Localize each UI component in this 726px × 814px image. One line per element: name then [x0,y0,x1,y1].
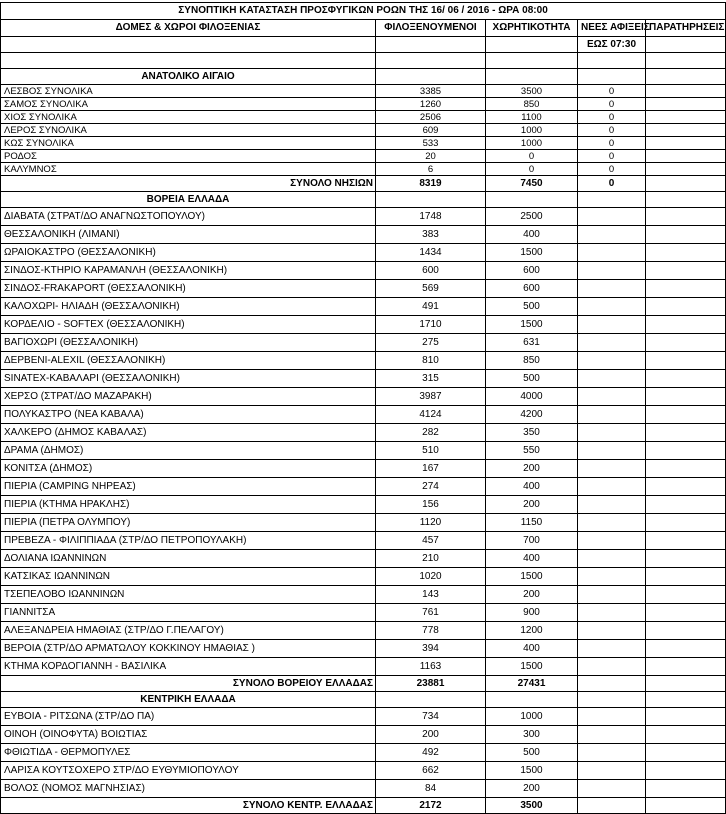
table-row [1,262,726,280]
empty-cell [578,514,646,532]
hosted-value: 210 [376,550,486,568]
capacity-value: 900 [486,604,578,622]
capacity-value: 631 [486,334,578,352]
empty-cell [486,692,578,708]
empty-cell [578,604,646,622]
remarks-value [646,550,726,568]
facility-name: ΚΑΛΟΧΩΡΙ- ΗΛΙΑΔΗ (ΘΕΣΣΑΛΟΝΙΚΗ) [1,298,376,316]
table-row [1,98,726,111]
header-new-arrivals: ΝΕΕΣ ΑΦΙΞΕΙΣ [578,20,646,37]
hosted-value: 1260 [376,98,486,111]
capacity-value: 3500 [486,85,578,98]
region-name: ΑΝΑΤΟΛΙΚΟ ΑΙΓΑΙΟ [1,69,376,85]
empty-cell [486,69,578,85]
hosted-value: 810 [376,352,486,370]
capacity-value: 1000 [486,137,578,150]
capacity-value: 1100 [486,111,578,124]
table-row [1,85,726,98]
empty-cell [646,798,726,814]
table-row [1,226,726,244]
status-table [0,2,726,814]
table-row [1,124,726,137]
facility-name: ΟΙΝΟΗ (ΟΙΝΟΦΥΤΑ) ΒΟΙΩΤΙΑΣ [1,726,376,744]
subheader-empty [376,37,486,53]
hosted-value: 510 [376,442,486,460]
empty-cell [578,424,646,442]
hosted-value: 491 [376,298,486,316]
capacity-value: 500 [486,744,578,762]
capacity-value: 1000 [486,124,578,137]
hosted-value: 609 [376,124,486,137]
table-row [1,762,726,780]
arrivals-value: 0 [578,98,646,111]
remarks-value [646,334,726,352]
remarks-value [646,150,726,163]
empty-cell [578,192,646,208]
header-remarks: ΠΑΡΑΤΗΡΗΣΕΙΣ [646,20,726,37]
table-row [1,658,726,676]
capacity-value: 1500 [486,316,578,334]
facility-name: ΓΙΑΝΝΙΤΣΑ [1,604,376,622]
facility-name: ΔΕΡΒΕΝΙ-ALEXIL (ΘΕΣΣΑΛΟΝΙΚΗ) [1,352,376,370]
table-row [1,370,726,388]
blank-row [1,53,726,69]
facility-name: ΒΟΛΟΣ (ΝΟΜΟΣ ΜΑΓΝΗΣΙΑΣ) [1,780,376,798]
empty-cell [578,762,646,780]
hosted-value: 457 [376,532,486,550]
capacity-value: 1500 [486,762,578,780]
hosted-value: 156 [376,496,486,514]
empty-cell [578,676,646,692]
facility-name: ΕΥΒΟΙΑ - ΡΙΤΣΩΝΑ (ΣΤΡ/ΔΟ ΠΑ) [1,708,376,726]
facility-name: ΦΘΙΩΤΙΔΑ - ΘΕΡΜΟΠΥΛΕΣ [1,744,376,762]
facility-name: ΧΑΛΚΕΡΟ (ΔΗΜΟΣ ΚΑΒΑΛΑΣ) [1,424,376,442]
facility-name: ΧΙΟΣ ΣΥΝΟΛΙΚΑ [1,111,376,124]
total-hosted: 8319 [376,176,486,192]
empty-cell [578,352,646,370]
table-row [1,622,726,640]
facility-name: ΛΕΡΟΣ ΣΥΝΟΛΙΚΑ [1,124,376,137]
empty-cell [578,726,646,744]
subheader-empty [1,37,376,53]
capacity-value: 200 [486,586,578,604]
total-capacity: 27431 [486,676,578,692]
empty-cell [376,69,486,85]
facility-name: ΡΟΔΟΣ [1,150,376,163]
facility-name: ΣΑΜΟΣ ΣΥΝΟΛΙΚΑ [1,98,376,111]
empty-cell [578,244,646,262]
hosted-value: 1434 [376,244,486,262]
blank-cell [486,53,578,69]
facility-name: ΒΑΓΙΟΧΩΡΙ (ΘΕΣΣΑΛΟΝΙΚΗ) [1,334,376,352]
hosted-value: 394 [376,640,486,658]
empty-cell [578,798,646,814]
hosted-value: 3987 [376,388,486,406]
table-row [1,726,726,744]
remarks-value [646,298,726,316]
facility-name: ΔΙΑΒΑΤΑ (ΣΤΡΑΤ/ΔΟ ΑΝΑΓΝΩΣΤΟΠΟΥΛΟΥ) [1,208,376,226]
table-row [1,424,726,442]
remarks-value [646,406,726,424]
facility-name: ΛΕΣΒΟΣ ΣΥΝΟΛΙΚΑ [1,85,376,98]
capacity-value: 400 [486,640,578,658]
capacity-value: 1500 [486,658,578,676]
table-row [1,111,726,124]
table-row [1,208,726,226]
capacity-value: 1150 [486,514,578,532]
remarks-value [646,316,726,334]
region-row [1,192,726,208]
hosted-value: 4124 [376,406,486,424]
facility-name: ΠΙΕΡΙΑ (ΠΕΤΡΑ ΟΛΥΜΠΟΥ) [1,514,376,532]
empty-cell [578,208,646,226]
remarks-value [646,244,726,262]
capacity-value: 400 [486,550,578,568]
subheader-row [1,37,726,53]
remarks-value [646,604,726,622]
total-row [1,798,726,814]
remarks-value [646,208,726,226]
capacity-value: 1500 [486,244,578,262]
facility-name: ΠΙΕΡΙΑ (ΚΤΗΜΑ ΗΡΑΚΛΗΣ) [1,496,376,514]
blank-cell [376,53,486,69]
remarks-value [646,111,726,124]
facility-name: ΔΡΑΜΑ (ΔΗΜΟΣ) [1,442,376,460]
hosted-value: 533 [376,137,486,150]
empty-cell [578,692,646,708]
table-row [1,150,726,163]
capacity-value: 350 [486,424,578,442]
capacity-value: 700 [486,532,578,550]
facility-name: ΚΑΛΥΜΝΟΣ [1,163,376,176]
remarks-value [646,744,726,762]
empty-cell [646,676,726,692]
facility-name: ΒΕΡΟΙΑ (ΣΤΡ/ΔΟ ΑΡΜΑΤΩΛΟΥ ΚΟΚΚΙΝΟΥ ΗΜΑΘΙΑΣ ) [1,640,376,658]
table-row [1,708,726,726]
empty-cell [578,478,646,496]
total-label: ΣΥΝΟΛΟ ΚΕΝΤΡ. ΕΛΛΑΔΑΣ [1,798,376,814]
table-row [1,514,726,532]
capacity-value: 200 [486,780,578,798]
hosted-value: 20 [376,150,486,163]
facility-name: ΧΕΡΣΟ (ΣΤΡΑΤ/ΔΟ ΜΑΖΑΡΑΚΗ) [1,388,376,406]
hosted-value: 274 [376,478,486,496]
hosted-value: 778 [376,622,486,640]
empty-cell [578,658,646,676]
table-row [1,442,726,460]
capacity-value: 0 [486,150,578,163]
empty-cell [578,298,646,316]
hosted-value: 1020 [376,568,486,586]
facility-name: ΑΛΕΞΑΝΔΡΕΙΑ ΗΜΑΘΙΑΣ (ΣΤΡ/ΔΟ Γ.ΠΕΛΑΓΟΥ) [1,622,376,640]
capacity-value: 1500 [486,568,578,586]
hosted-value: 282 [376,424,486,442]
hosted-value: 734 [376,708,486,726]
remarks-value [646,424,726,442]
total-capacity: 3500 [486,798,578,814]
remarks-value [646,762,726,780]
empty-cell [646,69,726,85]
facility-name: ΠΟΛΥΚΑΣΤΡΟ (ΝΕΑ ΚΑΒΑΛΑ) [1,406,376,424]
hosted-value: 1710 [376,316,486,334]
subheader-empty [486,37,578,53]
empty-cell [578,460,646,478]
header-hosted: ΦΙΛΟΞΕΝΟΥΜΕΝΟΙ [376,20,486,37]
empty-cell [578,496,646,514]
hosted-value: 569 [376,280,486,298]
total-capacity: 7450 [486,176,578,192]
total-hosted: 2172 [376,798,486,814]
hosted-value: 315 [376,370,486,388]
facility-name: ΚΤΗΜΑ ΚΟΡΔΟΓΙΑΝΝΗ - ΒΑΣΙΛΙΚΑ [1,658,376,676]
table-row [1,550,726,568]
empty-cell [646,176,726,192]
empty-cell [578,280,646,298]
facility-name: ΣΙΝΔΟΣ-ΚΤΗΡΙΟ ΚΑΡΑΜΑΝΛΗ (ΘΕΣΣΑΛΟΝΙΚΗ) [1,262,376,280]
facility-name: ΔΟΛΙΑΝΑ ΙΩΑΝΝΙΝΩΝ [1,550,376,568]
capacity-value: 850 [486,98,578,111]
empty-cell [578,69,646,85]
empty-cell [578,442,646,460]
remarks-value [646,388,726,406]
table-row [1,244,726,262]
region-row [1,69,726,85]
hosted-value: 383 [376,226,486,244]
capacity-value: 400 [486,478,578,496]
table-row [1,532,726,550]
table-row [1,316,726,334]
facility-name: ΠΡΕΒΕΖΑ - ΦΙΛΙΠΠΙΑΔΑ (ΣΤΡ/ΔΟ ΠΕΤΡΟΠΟΥΛΑΚΗ) [1,532,376,550]
empty-cell [646,192,726,208]
blank-cell [1,53,376,69]
remarks-value [646,640,726,658]
remarks-value [646,514,726,532]
empty-cell [578,532,646,550]
total-hosted: 23881 [376,676,486,692]
empty-cell [578,640,646,658]
header-row [1,20,726,37]
facility-name: ΚΑΤΣΙΚΑΣ ΙΩΑΝΝΙΝΩΝ [1,568,376,586]
empty-cell [376,192,486,208]
arrivals-value: 0 [578,85,646,98]
remarks-value [646,124,726,137]
table-row [1,604,726,622]
table-row [1,496,726,514]
remarks-value [646,780,726,798]
remarks-value [646,622,726,640]
facility-name: ΚΟΝΙΤΣΑ (ΔΗΜΟΣ) [1,460,376,478]
empty-cell [578,388,646,406]
empty-cell [578,550,646,568]
capacity-value: 500 [486,370,578,388]
hosted-value: 6 [376,163,486,176]
hosted-value: 2506 [376,111,486,124]
capacity-value: 1000 [486,708,578,726]
capacity-value: 500 [486,298,578,316]
facility-name: ΚΟΡΔΕΛΙΟ - SOFTEX (ΘΕΣΣΑΛΟΝΙΚΗ) [1,316,376,334]
hosted-value: 492 [376,744,486,762]
hosted-value: 761 [376,604,486,622]
remarks-value [646,262,726,280]
subheader-arrivals-time: ΕΩΣ 07:30 [578,37,646,53]
hosted-value: 662 [376,762,486,780]
remarks-value [646,532,726,550]
remarks-value [646,568,726,586]
empty-cell [578,226,646,244]
table-row [1,568,726,586]
blank-cell [646,53,726,69]
remarks-value [646,85,726,98]
total-row [1,676,726,692]
blank-cell [578,53,646,69]
empty-cell [578,406,646,424]
empty-cell [578,334,646,352]
empty-cell [486,192,578,208]
facility-name: ΩΡΑΙΟΚΑΣΤΡΟ (ΘΕΣΣΑΛΟΝΙΚΗ) [1,244,376,262]
arrivals-value: 0 [578,150,646,163]
hosted-value: 1163 [376,658,486,676]
empty-cell [376,692,486,708]
facility-name: SINATEX-ΚΑΒΑΛΑΡΙ (ΘΕΣΣΑΛΟΝΙΚΗ) [1,370,376,388]
table-row [1,640,726,658]
total-arrivals: 0 [578,176,646,192]
region-name: ΒΟΡΕΙΑ ΕΛΛΑΔΑ [1,192,376,208]
remarks-value [646,352,726,370]
capacity-value: 4000 [486,388,578,406]
header-capacity: ΧΩΡΗΤΙΚΟΤΗΤΑ [486,20,578,37]
empty-cell [578,568,646,586]
remarks-value [646,163,726,176]
remarks-value [646,442,726,460]
empty-cell [578,622,646,640]
sheet-title: ΣΥΝΟΠΤΙΚΗ ΚΑΤΑΣΤΑΣΗ ΠΡΟΣΦΥΓΙΚΩΝ ΡΟΩΝ ΤΗΣ 16/ 06 / 2016 - ΩΡΑ 08:00 [1,3,726,20]
remarks-value [646,496,726,514]
capacity-value: 550 [486,442,578,460]
facility-name: ΘΕΣΣΑΛΟΝΙΚΗ (ΛΙΜΑΝΙ) [1,226,376,244]
remarks-value [646,280,726,298]
table-row [1,780,726,798]
capacity-value: 4200 [486,406,578,424]
table-row [1,586,726,604]
hosted-value: 84 [376,780,486,798]
remarks-value [646,478,726,496]
remarks-value [646,137,726,150]
remarks-value [646,98,726,111]
facility-name: ΣΙΝΔΟΣ-FRAKAPORT (ΘΕΣΣΑΛΟΝΙΚΗ) [1,280,376,298]
capacity-value: 1200 [486,622,578,640]
total-label: ΣΥΝΟΛΟ ΒΟΡΕΙΟΥ ΕΛΛΑΔΑΣ [1,676,376,692]
region-name: ΚΕΝΤΡΙΚΗ ΕΛΛΑΔΑ [1,692,376,708]
header-facilities: ΔΟΜΕΣ & ΧΩΡΟΙ ΦΙΛΟΞΕΝΙΑΣ [1,20,376,37]
hosted-value: 3385 [376,85,486,98]
facility-name: ΚΩΣ ΣΥΝΟΛΙΚΑ [1,137,376,150]
capacity-value: 850 [486,352,578,370]
table-row [1,406,726,424]
hosted-value: 275 [376,334,486,352]
hosted-value: 1748 [376,208,486,226]
table-row [1,334,726,352]
table-row [1,298,726,316]
hosted-value: 600 [376,262,486,280]
empty-cell [578,780,646,798]
arrivals-value: 0 [578,124,646,137]
capacity-value: 2500 [486,208,578,226]
hosted-value: 167 [376,460,486,478]
remarks-value [646,708,726,726]
title-row [1,3,726,20]
subheader-empty [646,37,726,53]
capacity-value: 0 [486,163,578,176]
capacity-value: 400 [486,226,578,244]
total-label: ΣΥΝΟΛΟ ΝΗΣΙΩΝ [1,176,376,192]
table-row [1,163,726,176]
table-row [1,352,726,370]
remarks-value [646,460,726,478]
capacity-value: 200 [486,496,578,514]
table-row [1,137,726,150]
arrivals-value: 0 [578,111,646,124]
remarks-value [646,370,726,388]
facility-name: ΤΣΕΠΕΛΟΒΟ ΙΩΑΝΝΙΝΩΝ [1,586,376,604]
facility-name: ΛΑΡΙΣΑ ΚΟΥΤΣΟΧΕΡΟ ΣΤΡ/ΔΟ ΕΥΘΥΜΙΟΠΟΥΛΟΥ [1,762,376,780]
empty-cell [646,692,726,708]
hosted-value: 1120 [376,514,486,532]
table-row [1,478,726,496]
capacity-value: 600 [486,280,578,298]
hosted-value: 143 [376,586,486,604]
hosted-value: 200 [376,726,486,744]
table-row [1,280,726,298]
arrivals-value: 0 [578,137,646,150]
table-row [1,744,726,762]
remarks-value [646,226,726,244]
empty-cell [578,370,646,388]
empty-cell [578,262,646,280]
remarks-value [646,726,726,744]
arrivals-value: 0 [578,163,646,176]
empty-cell [578,708,646,726]
remarks-value [646,586,726,604]
empty-cell [578,744,646,762]
region-row [1,692,726,708]
capacity-value: 200 [486,460,578,478]
remarks-value [646,658,726,676]
facility-name: ΠΙΕΡΙΑ (CAMPING ΝΗΡΕΑΣ) [1,478,376,496]
empty-cell [578,586,646,604]
table-row [1,388,726,406]
total-row [1,176,726,192]
table-row [1,460,726,478]
capacity-value: 300 [486,726,578,744]
empty-cell [578,316,646,334]
capacity-value: 600 [486,262,578,280]
